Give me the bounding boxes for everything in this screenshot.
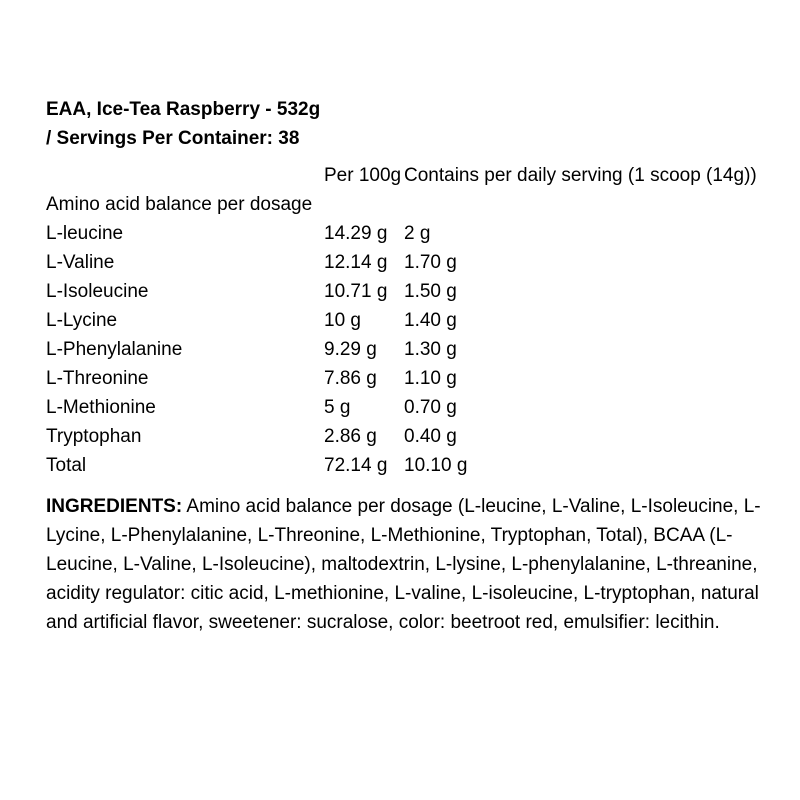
per-serving-value: 1.30 g (404, 339, 457, 360)
per-100g-value: 12.14 g (324, 252, 388, 273)
per-serving-value: 1.70 g (404, 252, 457, 273)
amino-acid-name: Tryptophan (46, 426, 142, 447)
amino-acid-name: L-Phenylalanine (46, 339, 183, 360)
amino-acid-name: L-Isoleucine (46, 281, 149, 302)
amino-acid-name: L-Methionine (46, 397, 156, 418)
per-serving-value: 1.10 g (404, 368, 457, 389)
amino-acid-name: L-Threonine (46, 368, 149, 389)
per-serving-value: 0.40 g (404, 426, 457, 447)
product-title-line-2: / Servings Per Container: 38 (46, 128, 300, 149)
per-serving-value: 2 g (404, 223, 431, 244)
amino-acid-name: L-Lycine (46, 310, 118, 331)
section-label: Amino acid balance per dosage (46, 194, 313, 215)
table-row (46, 219, 764, 248)
ingredients-label: INGREDIENTS: (46, 496, 183, 517)
nutrition-document (46, 95, 776, 637)
product-title-line-1: EAA, Ice-Tea Raspberry - 532g (46, 99, 321, 120)
amino-acid-name: Total (46, 455, 87, 476)
table-row (46, 451, 764, 480)
section-label-row (46, 190, 764, 219)
table-row (46, 248, 764, 277)
table-row (46, 306, 764, 335)
per-serving-value: 1.50 g (404, 281, 457, 302)
table-row (46, 393, 764, 422)
per-serving-value: 10.10 g (404, 455, 468, 476)
per-100g-value: 10.71 g (324, 281, 388, 302)
per-100g-value: 72.14 g (324, 455, 388, 476)
header-empty-cell (46, 161, 324, 190)
ingredients-paragraph (46, 492, 776, 637)
per-100g-value: 5 g (324, 397, 351, 418)
product-title (46, 95, 776, 153)
per-100g-value: 9.29 g (324, 339, 377, 360)
amino-acid-name: L-Valine (46, 252, 115, 273)
header-per-100g: Per 100g (324, 165, 402, 186)
table-row (46, 277, 764, 306)
amino-acid-name: L-leucine (46, 223, 124, 244)
header-daily-serving: Contains per daily serving (1 scoop (14g)) (404, 165, 757, 186)
per-100g-value: 10 g (324, 310, 361, 331)
table-header-row (46, 161, 764, 190)
ingredients-text: Amino acid balance per dosage (L-leucine, L-Valine, L-Isoleucine, L-Lycine, L-Phenylalanine, L-Threonine, L-Methionine, Tryptophan, Total), BCAA (L-Leucine, L-Valine, L-Isoleucine), maltodextrin, L-lysine, L-phenylalanine, L-threanine, acidity regulator: citic acid, L-methionine, L-valine, L-isoleucine, L-tryptophan, natural and artificial flavor, sweetener: sucralose, color: beetroot red, emulsifier: lecithin. (46, 496, 761, 633)
per-serving-value: 1.40 g (404, 310, 457, 331)
table-row (46, 364, 764, 393)
per-100g-value: 2.86 g (324, 426, 377, 447)
per-100g-value: 14.29 g (324, 223, 388, 244)
per-100g-value: 7.86 g (324, 368, 377, 389)
table-row (46, 335, 764, 364)
amino-acid-table (46, 161, 764, 480)
per-serving-value: 0.70 g (404, 397, 457, 418)
table-row (46, 422, 764, 451)
